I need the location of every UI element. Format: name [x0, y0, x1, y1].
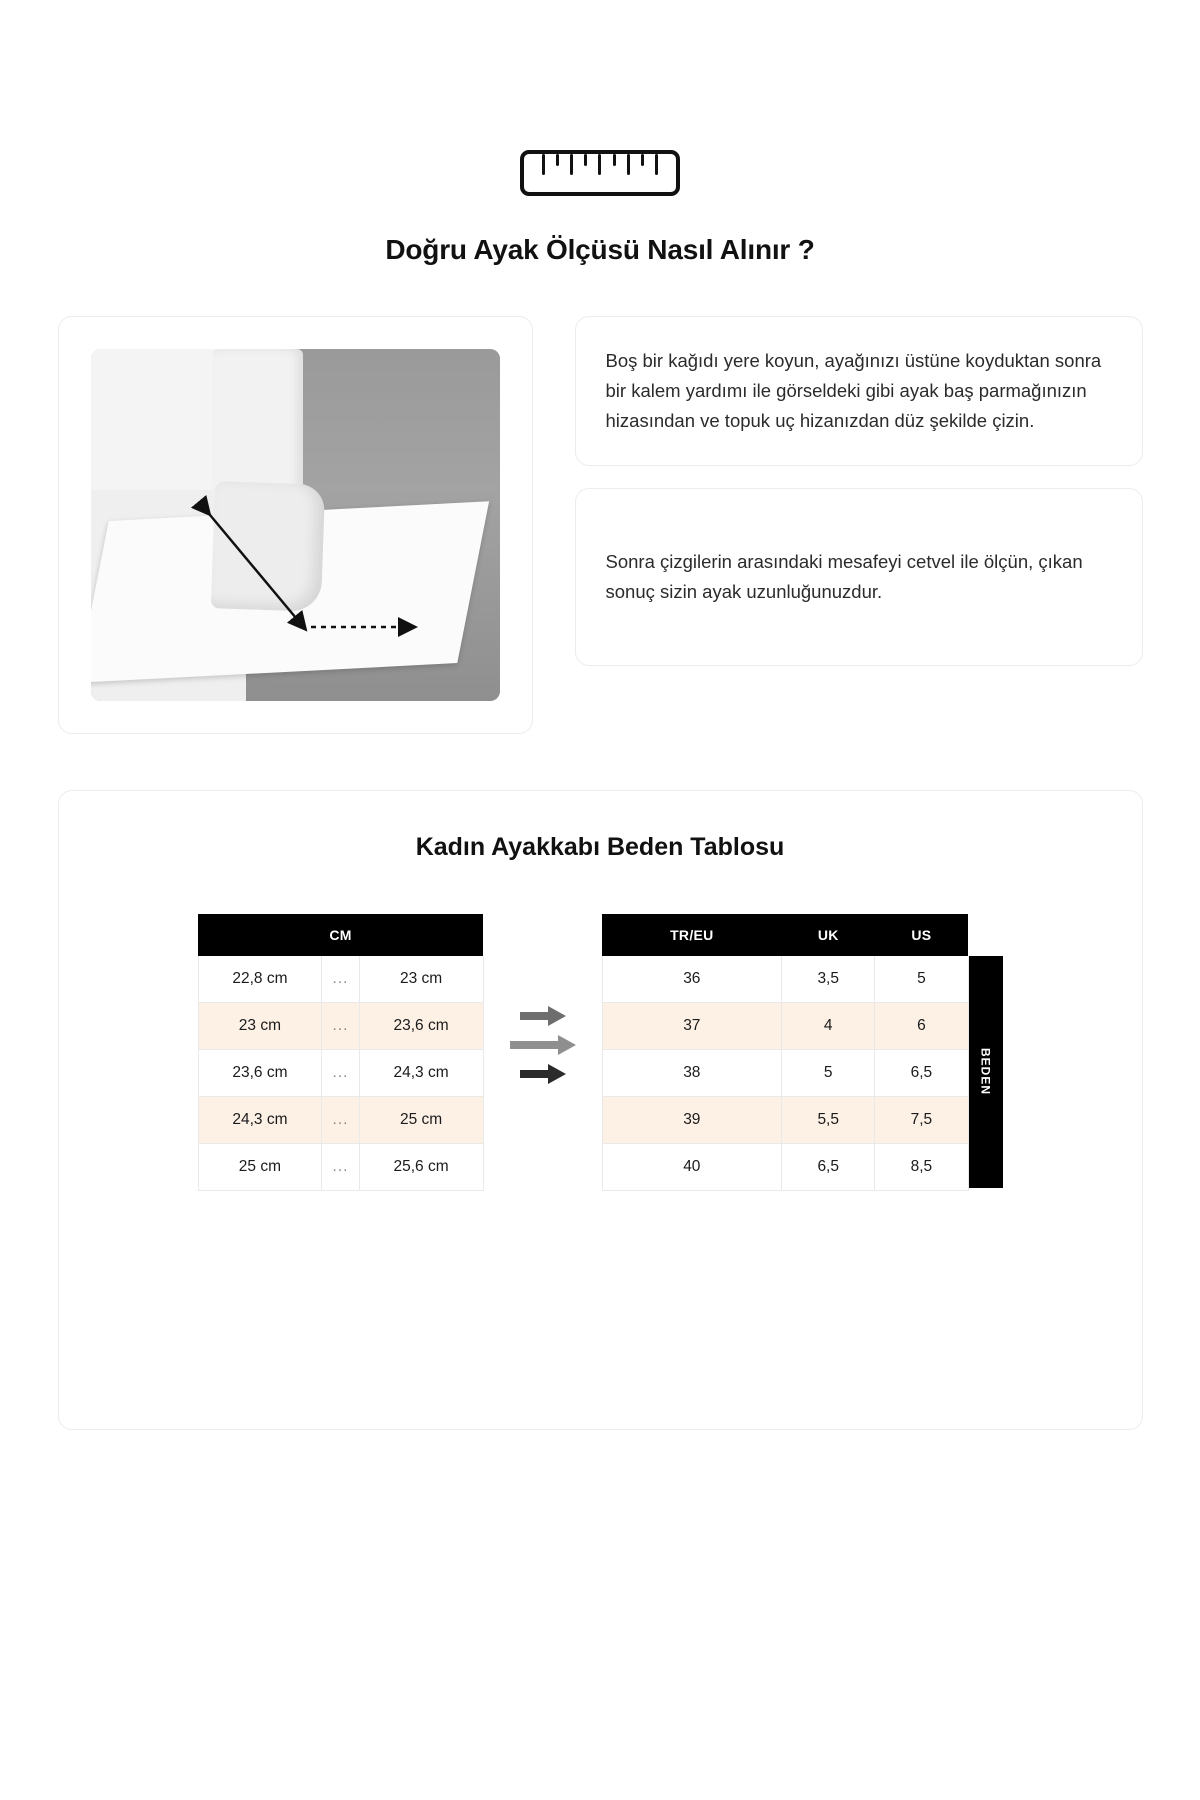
table-row [198, 1050, 483, 1097]
size-guide-page [58, 0, 1143, 1430]
cm-min: 24,3 cm [198, 1097, 322, 1144]
table-row [198, 1144, 483, 1191]
cm-separator: ... [322, 1144, 359, 1191]
cm-min: 22,8 cm [198, 956, 322, 1003]
instruction-text-2: Sonra çizgilerin arasındaki mesafeyi cetvel ile ölçün, çıkan sonuç sizin ayak uzunluğunuzdur. [605, 550, 1083, 602]
cm-max: 23 cm [359, 956, 483, 1003]
cm-min: 23,6 cm [198, 1050, 322, 1097]
uk-header: UK [782, 914, 875, 956]
tr-eu-value: 38 [602, 1050, 782, 1097]
arrow-right-icon-3 [520, 1064, 566, 1084]
us-value: 6 [875, 1003, 968, 1050]
size-table-title: Kadın Ayakkabı Beden Tablosu [415, 833, 785, 861]
page-title: Doğru Ayak Ölçüsü Nasıl Alınır ? [385, 234, 815, 265]
cm-table [198, 914, 484, 1191]
table-row [602, 956, 968, 1003]
cm-max: 25,6 cm [359, 1144, 483, 1191]
cm-max: 24,3 cm [359, 1050, 483, 1097]
instruction-text-1: Boş bir kağıdı yere koyun, ayağınızı üstüne koyduktan sonra bir kalem yardımı ile görseldeki gibi ayak baş parmağınızın hizasından ve topuk uç hizanızdan düz şekilde çizin. [605, 349, 1102, 432]
size-tables-row [59, 914, 1142, 1191]
uk-value: 3,5 [782, 956, 875, 1003]
size-conversion-table [602, 914, 969, 1191]
table-row [602, 1097, 968, 1144]
tr-eu-value: 39 [602, 1097, 782, 1144]
us-value: 5 [875, 956, 968, 1003]
tr-eu-value: 40 [602, 1144, 782, 1191]
beden-label-text: BEDEN [978, 1048, 993, 1096]
cm-min: 23 cm [198, 1003, 322, 1050]
table-row [198, 1003, 483, 1050]
conversion-arrows [484, 914, 602, 1084]
us-value: 6,5 [875, 1050, 968, 1097]
cm-header: CM [198, 914, 483, 956]
uk-value: 5 [782, 1050, 875, 1097]
us-value: 8,5 [875, 1144, 968, 1191]
foot-measure-photo [91, 349, 500, 701]
tr-eu-value: 37 [602, 1003, 782, 1050]
uk-value: 5,5 [782, 1097, 875, 1144]
arrow-right-icon-2 [510, 1035, 576, 1055]
table-row [602, 1144, 968, 1191]
cm-separator: ... [322, 1097, 359, 1144]
ruler-icon-wrapper [58, 150, 1143, 196]
uk-value: 4 [782, 1003, 875, 1050]
table-row [602, 1003, 968, 1050]
instruction-text-column [575, 316, 1143, 666]
cm-max: 23,6 cm [359, 1003, 483, 1050]
cm-max: 25 cm [359, 1097, 483, 1144]
ruler-icon [520, 150, 680, 196]
beden-vertical-label [969, 956, 1003, 1188]
uk-value: 6,5 [782, 1144, 875, 1191]
instruction-card-1 [575, 316, 1143, 466]
tr-eu-header: TR/EU [602, 914, 782, 956]
instruction-photo-card [58, 316, 533, 734]
cm-separator: ... [322, 1003, 359, 1050]
instructions-section [58, 316, 1143, 734]
table-row [198, 956, 483, 1003]
us-value: 7,5 [875, 1097, 968, 1144]
measurement-arrow-overlay [91, 349, 500, 701]
cm-separator: ... [322, 956, 359, 1003]
cm-separator: ... [322, 1050, 359, 1097]
table-row [198, 1097, 483, 1144]
table-row [602, 1050, 968, 1097]
arrow-right-icon-1 [520, 1006, 566, 1026]
instruction-card-2 [575, 488, 1143, 666]
tr-eu-value: 36 [602, 956, 782, 1003]
cm-min: 25 cm [198, 1144, 322, 1191]
size-table-card [58, 790, 1143, 1430]
us-header: US [875, 914, 968, 956]
